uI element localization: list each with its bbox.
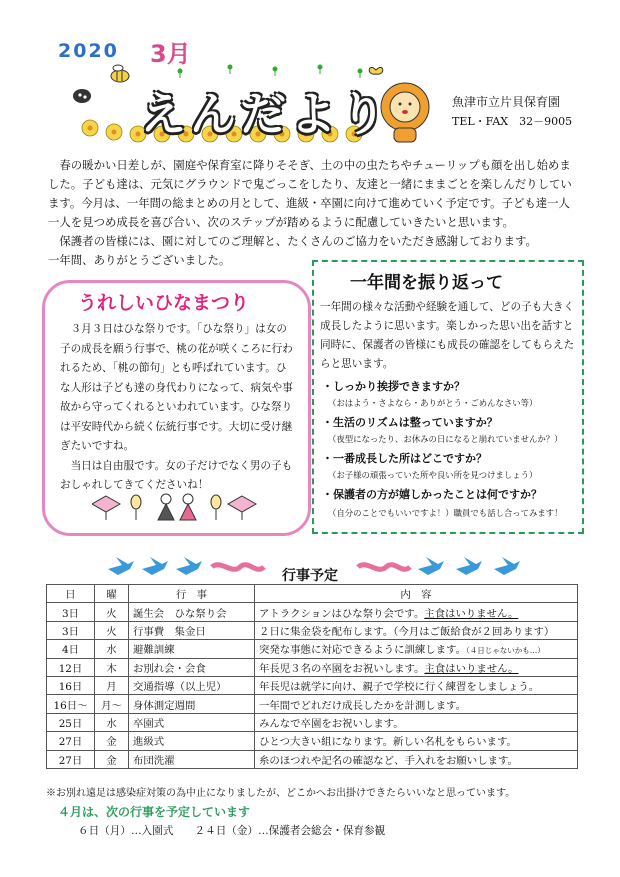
intro-text xyxy=(48,156,578,270)
detail-text: 年長児は就学に向け、親子で学校に行く練習をしましょう。 xyxy=(259,681,540,694)
review-question: ・一番成長した所はどこですか？ xyxy=(322,452,487,465)
april-events: ６日（月）…入園式 ２４日（金）…保護者会総会・保育参観 xyxy=(78,825,386,837)
year-review-title: 一年間を振り返って xyxy=(350,273,503,293)
date-cell: 27日 xyxy=(47,750,95,768)
review-answer: （夜型になったり、お休みの日になると崩れていませんか？） xyxy=(328,434,563,444)
hina-doll-icon xyxy=(158,494,174,520)
bonbori-icon xyxy=(131,495,141,520)
event-cell: お別れ会・会食 xyxy=(129,658,255,676)
review-answer: （自分のことでもいいですよ！）職員でも話し合ってみます！ xyxy=(328,508,563,518)
column-header: 内 容 xyxy=(255,585,578,603)
hinamatsuri-title: うれしいひなまつり xyxy=(78,292,250,314)
events-title: 行事予定 xyxy=(282,568,338,584)
review-question: ・しっかり挨拶できますか？ xyxy=(322,380,465,393)
date-cell: 16日 xyxy=(47,676,95,694)
butterfly-icon xyxy=(369,68,383,75)
year: 2020 xyxy=(58,40,119,62)
weekday-cell: 火 xyxy=(95,603,129,621)
detail-text: ２日に集金袋を配布します。（今月はご飯給食が２回あります） xyxy=(259,625,555,638)
events-table xyxy=(46,584,578,769)
school-name: 魚津市立片貝保育園 xyxy=(452,95,561,109)
hinamatsuri-text xyxy=(60,320,296,496)
weekday-cell: 月 xyxy=(95,676,129,694)
table-row xyxy=(47,658,578,676)
review-question: ・生活のリズムは整っていますか？ xyxy=(322,416,498,429)
event-cell: 布団洗濯 xyxy=(129,750,255,768)
event-cell: 誕生会 ひな祭り会 xyxy=(129,603,255,621)
bonbori-icon xyxy=(211,495,221,520)
table-row xyxy=(47,695,578,713)
table-row xyxy=(47,676,578,694)
column-header: 行 事 xyxy=(129,585,255,603)
detail-cell xyxy=(255,640,578,658)
april-title: ４月は、次の行事を予定しています xyxy=(58,805,251,819)
column-header: 曜 xyxy=(95,585,129,603)
weekday-cell: 水 xyxy=(95,713,129,731)
detail-note: （４日じゃないかも…） xyxy=(465,646,545,656)
ribbon-icon xyxy=(358,565,410,570)
date-cell: 25日 xyxy=(47,713,95,731)
table-row xyxy=(47,732,578,750)
event-cell: 卒園式 xyxy=(129,713,255,731)
review-question: ・保護者の方が嬉しかったことは何ですか？ xyxy=(322,488,542,501)
column-header: 日 xyxy=(47,585,95,603)
date-cell: 27日 xyxy=(47,732,95,750)
detail-cell xyxy=(255,676,578,694)
detail-emphasis: 主食はいりません。 xyxy=(424,662,519,675)
hinamatsuri-paragraph: ３月３日はひな祭りです。「ひな祭り」は女の子の成長を願う行事で、桃の花が咲くころに行われるため、「桃の節句」とも呼ばれています。ひな人形は子ども達の身代わりになって、病気や事故から守ってくれるといわれています。ひな祭りは平安時代から続く伝統行事です。大切に受け継ぎたいですね。 xyxy=(60,323,293,452)
intro-paragraph: 保護者の皆様には、園に対してのご理解と、たくさんのご協力をいただき感謝しております。 xyxy=(59,234,537,248)
event-cell: 避難訓練 xyxy=(129,640,255,658)
hinamatsuri-paragraph: 当日は自由服です。女の子だけでなく男の子もおしゃれしてきてくださいね！ xyxy=(60,459,293,491)
intro-paragraph: 春の暖かい日差しが、園庭や保育室に降りそそぎ、土の中の虫たちやチューリップも顔を出し始めました。子ども達は、元気にグラウンドで鬼ごっこをしたり、友達と一緒にままごとを楽しんだりしています。今月は、一年間の総まとめの月として、進級・卒園に向けて進めていく予定です。子ども達一人一人を見つめ成長を喜び合い、次のステップが踏めるように配慮していきたいと思います。 xyxy=(48,158,572,229)
weekday-cell: 金 xyxy=(95,750,129,768)
detail-text: 年長児３名の卒園をお祝いします。 xyxy=(259,662,425,675)
bird-icon xyxy=(142,557,168,575)
table-row xyxy=(47,713,578,731)
event-cell: 進級式 xyxy=(129,732,255,750)
date-cell: 3日 xyxy=(47,621,95,639)
date-cell: 3日 xyxy=(47,603,95,621)
ladybug-icon xyxy=(73,89,91,103)
table-row xyxy=(47,621,578,639)
weekday-cell: 水 xyxy=(95,640,129,658)
detail-cell xyxy=(255,695,578,713)
tel-fax: TEL・FAX 32－9005 xyxy=(452,115,573,128)
detail-text: 一年間でどれだけ成長したかを計測します。 xyxy=(259,699,466,712)
event-cell: 身体測定週間 xyxy=(129,695,255,713)
weekday-cell: 木 xyxy=(95,658,129,676)
detail-cell xyxy=(255,603,578,621)
review-answer: （おはよう・さよなら・ありがとう・ごめんなさい等） xyxy=(328,398,538,408)
year-review-intro: 一年間の様々な活動や経験を通して、どの子も大きく成長したように思います。楽しかった思い出を話すと同時に、保護者の皆様にも成長の確認をしてもらえたらと思います。 xyxy=(320,301,575,370)
bird-icon xyxy=(494,557,520,575)
hina-doll-icon xyxy=(180,494,196,520)
bee-icon xyxy=(111,65,129,82)
detail-cell xyxy=(255,621,578,639)
detail-cell xyxy=(255,732,578,750)
detail-text: 糸のほつれや記名の確認など、手入れをお願いします。 xyxy=(259,754,518,767)
bird-icon xyxy=(418,557,444,575)
newsletter-title: えんだより xyxy=(140,87,390,141)
date-cell: 4日 xyxy=(47,640,95,658)
detail-cell xyxy=(255,713,578,731)
table-header-row xyxy=(47,585,578,603)
hina-dolls-illustration xyxy=(92,490,262,522)
detail-text: 突発な事態に対応できるように訓練します。 xyxy=(259,644,466,657)
event-cell: 交通指導（以上児） xyxy=(129,676,255,694)
weekday-cell: 月～ xyxy=(95,695,129,713)
detail-cell xyxy=(255,658,578,676)
detail-text: アトラクションはひな祭り会です。 xyxy=(259,607,425,620)
date-cell: 16日～ xyxy=(47,695,95,713)
bird-icon xyxy=(176,557,202,575)
detail-emphasis: 主食はいりません。 xyxy=(424,607,519,620)
detail-cell xyxy=(255,750,578,768)
table-row xyxy=(47,750,578,768)
table-row xyxy=(47,640,578,658)
bird-icon xyxy=(108,557,134,575)
date-cell: 12日 xyxy=(47,658,95,676)
intro-closing: 一年間、ありがとうございました。 xyxy=(48,253,231,267)
event-cell: 行事費 集金日 xyxy=(129,621,255,639)
events-note: ※お別れ遠足は感染症対策の為中止になりましたが、どこかへお出掛けできたらいいなと思っています。 xyxy=(46,788,516,799)
table-row xyxy=(47,603,578,621)
hishimochi-icon xyxy=(92,496,120,520)
sprout-icons xyxy=(178,65,362,78)
detail-text: ひとつ大きい組になります。新しい名札をもらいます。 xyxy=(259,736,517,749)
review-answer: （お子様の頑張っていた所や良い所を見つけましょう） xyxy=(328,470,538,480)
weekday-cell: 金 xyxy=(95,732,129,750)
weekday-cell: 火 xyxy=(95,621,129,639)
bird-icon xyxy=(456,557,482,575)
hishimochi-icon xyxy=(228,496,256,520)
detail-text: みんなで卒園をお祝いします。 xyxy=(259,717,404,730)
ribbon-icon xyxy=(212,565,264,570)
month: 3月 xyxy=(150,40,191,68)
